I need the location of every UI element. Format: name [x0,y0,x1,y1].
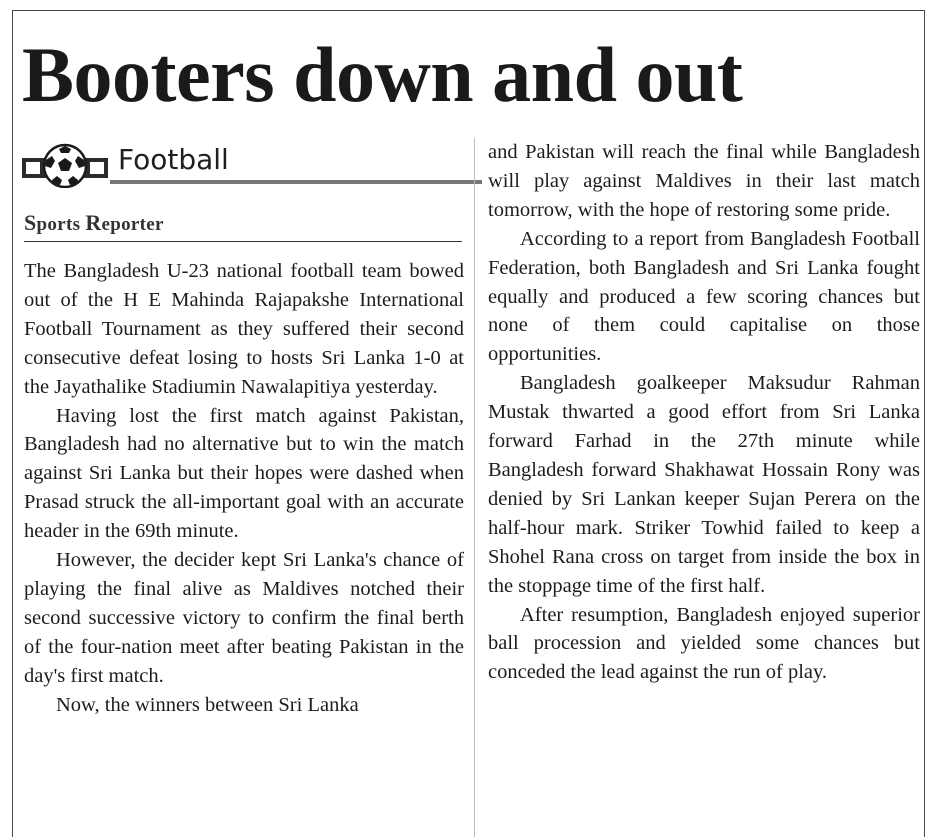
article-column-1 [24,257,464,720]
byline-word-2: eporter [101,214,164,235]
section-label: Football [118,143,229,176]
section-rule [110,180,482,184]
frame-right-border [924,10,925,837]
paragraph: After resumption, Bangladesh enjoyed superior ball procession and yielded some chances but conceded the lead against the run of play. [488,603,920,684]
byline-initial-2: R [85,210,102,235]
paragraph: Bangladesh goalkeeper Maksudur Rahman Mustak thwarted a good effort from Sri Lanka forward Farhad in the 27th minute while Bangladesh forward Shakhawat Hossain Rony was denied by Sri Lankan keeper Sujan Perera on the half-hour mark. Striker Towhid failed to keep a Shohel Rana cross on target from inside the box in the stoppage time of the first half. [488,372,920,597]
frame-top-border [12,10,925,11]
byline-rule [24,241,462,242]
paragraph: Having lost the first match against Pakistan, Bangladesh had no alternative but to win the match against Sri Lanka but their hopes were dashed when Prasad struck the all-important goal with an accurate header in the 69th minute. [24,404,464,543]
byline-initial-1: S [24,210,37,235]
byline-word-1: ports [36,214,86,235]
paragraph: According to a report from Bangladesh Football Federation, both Bangladesh and Sri Lanka fought equally and produced a few scoring chances but none of them could capitalise on those opportunities. [488,227,920,366]
paragraph: However, the decider kept Sri Lanka's chance of playing the final alive as Maldives notched their second successive victory to confirm the final berth of the four-nation meet after beating Pakistan in the day's first match. [24,549,464,687]
article-column-2 [488,138,920,687]
column-divider [474,138,475,837]
soccer-ball-icon [22,142,108,188]
paragraph: The Bangladesh U-23 national football team bowed out of the H E Mahinda Rajapakshe International Football Tournament as they suffered their second consecutive defeat losing to hosts Sri Lanka 1-0 at the Jayathalike Stadiumin Nawalapitiya yesterday. [24,260,464,398]
section-header [22,140,462,190]
frame-left-border [12,10,13,837]
paragraph: and Pakistan will reach the final while Bangladesh will play against Maldives in their last match tomorrow, with the hope of restoring some pride. [488,141,920,221]
byline [24,210,164,236]
headline: Booters down and out [22,31,743,118]
paragraph: Now, the winners between Sri Lanka [56,693,359,716]
